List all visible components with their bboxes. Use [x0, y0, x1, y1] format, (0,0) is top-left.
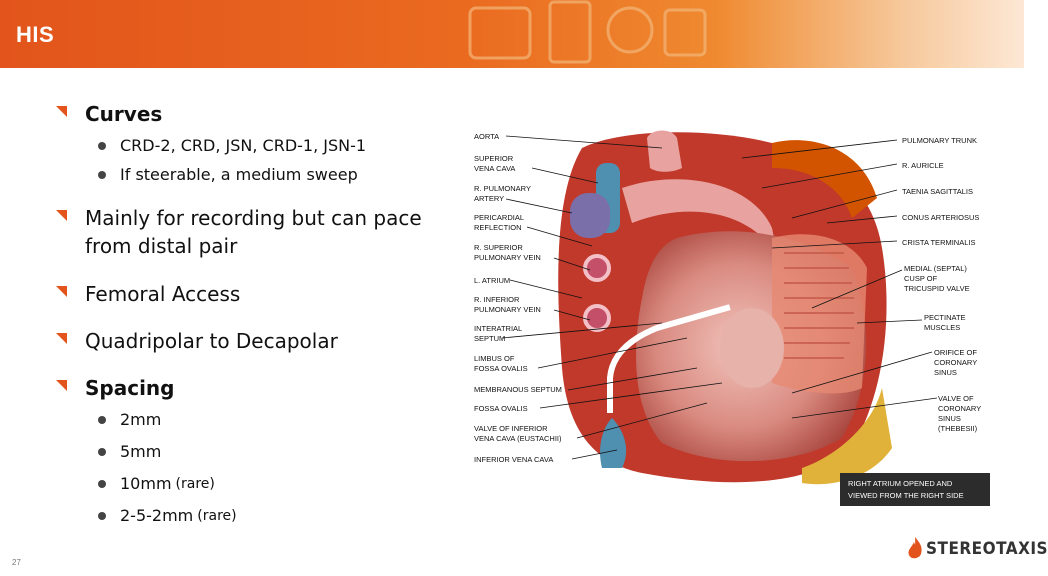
r-superior-pulmonary-vein [585, 256, 609, 280]
header-bar [0, 0, 1024, 68]
figure-label: R. INFERIOR [474, 295, 520, 304]
header-decoration [440, 0, 720, 68]
figure-label: TRICUSPID VALVE [904, 284, 970, 293]
figure-label: R. PULMONARY [474, 184, 531, 193]
bullet-triangle-icon [56, 286, 67, 297]
bullet-dot-icon [98, 171, 106, 179]
caption-line-2: VIEWED FROM THE RIGHT SIDE [848, 491, 964, 500]
bullet-triangle-icon [56, 106, 67, 117]
figure-label: VALVE OF [938, 394, 974, 403]
bullet-dot-icon [98, 142, 106, 150]
figure-label: FOSSA OVALIS [474, 364, 528, 373]
sub-bullet-2-5-2mm: 2-5-2mm (rare) [98, 506, 237, 525]
bullet-curves: Curves [56, 100, 162, 128]
bullet-dot-icon [98, 512, 106, 520]
figure-caption [840, 473, 990, 506]
bullet-dot-icon [98, 448, 106, 456]
figure-label: VENA CAVA (EUSTACHII) [474, 434, 562, 443]
figure-label: PULMONARY TRUNK [902, 136, 978, 145]
logo-flame-icon [906, 536, 924, 562]
figure-label: FOSSA OVALIS [474, 404, 528, 413]
figure-label: SEPTUM [474, 334, 506, 343]
figure-label: R. SUPERIOR [474, 243, 523, 252]
figure-label: INFERIOR VENA CAVA [474, 455, 554, 464]
figure-label: PULMONARY VEIN [474, 253, 541, 262]
slide-title: HIS [16, 22, 55, 47]
page-number: 27 [12, 558, 21, 567]
sub-bullet-curve-list: CRD-2, CRD, JSN, CRD-1, JSN-1 [98, 136, 366, 155]
figure-label: AORTA [474, 132, 500, 141]
figure-label: PULMONARY VEIN [474, 305, 541, 314]
figure-label: LIMBUS OF [474, 354, 515, 363]
figure-label: SUPERIOR [474, 154, 514, 163]
right-labels [902, 136, 981, 433]
figure-label: CORONARY [934, 358, 978, 367]
sub-bullet-steerable: If steerable, a medium sweep [98, 165, 358, 184]
r-inferior-pulmonary-vein [585, 306, 609, 330]
figure-label: L. ATRIUM [474, 276, 511, 285]
bullet-triangle-icon [56, 210, 67, 221]
sub-bullet-5mm: 5mm [98, 442, 161, 461]
bullet-triangle-icon [56, 333, 67, 344]
figure-label: INTERATRIAL [474, 324, 523, 333]
caption-line-1: RIGHT ATRIUM OPENED AND [848, 479, 953, 488]
figure-label: (THEBESII) [938, 424, 978, 433]
bullet-dot-icon [98, 480, 106, 488]
figure-label: SINUS [938, 414, 961, 423]
figure-label: VENA CAVA [474, 164, 516, 173]
left-labels [474, 132, 562, 464]
bullet-triangle-icon [56, 380, 67, 391]
stereotaxis-logo: STEREOTAXIS [906, 536, 1048, 562]
pulmonary-artery [570, 193, 610, 238]
figure-label: REFLECTION [474, 223, 522, 232]
figure-label: PERICARDIAL [474, 213, 525, 222]
figure-label: R. AURICLE [902, 161, 944, 170]
figure-label: ARTERY [474, 194, 505, 203]
figure-label: ORIFICE OF [934, 348, 977, 357]
heart-anatomy-figure [472, 128, 992, 508]
figure-label: TAENIA SAGITTALIS [902, 187, 973, 196]
bullet-recording: Mainly for recording but can pace from distal pair [56, 204, 422, 260]
bullet-femoral: Femoral Access [56, 280, 240, 308]
figure-label: PECTINATE [924, 313, 966, 322]
bullet-dot-icon [98, 416, 106, 424]
figure-label: CONUS ARTERIOSUS [902, 213, 980, 222]
figure-label: VALVE OF INFERIOR [474, 424, 548, 433]
bullet-spacing: Spacing [56, 374, 174, 402]
sub-bullet-2mm: 2mm [98, 410, 161, 429]
figure-label: SINUS [934, 368, 957, 377]
fossa-ovalis [720, 308, 784, 388]
bullet-quadripolar: Quadripolar to Decapolar [56, 327, 338, 355]
figure-label: MEMBRANOUS SEPTUM [474, 385, 562, 394]
figure-label: CORONARY [938, 404, 982, 413]
sub-bullet-10mm: 10mm (rare) [98, 474, 215, 493]
figure-label: MUSCLES [924, 323, 961, 332]
figure-label: CRISTA TERMINALIS [902, 238, 976, 247]
figure-label: CUSP OF [904, 274, 938, 283]
figure-label: MEDIAL (SEPTAL) [904, 264, 967, 273]
